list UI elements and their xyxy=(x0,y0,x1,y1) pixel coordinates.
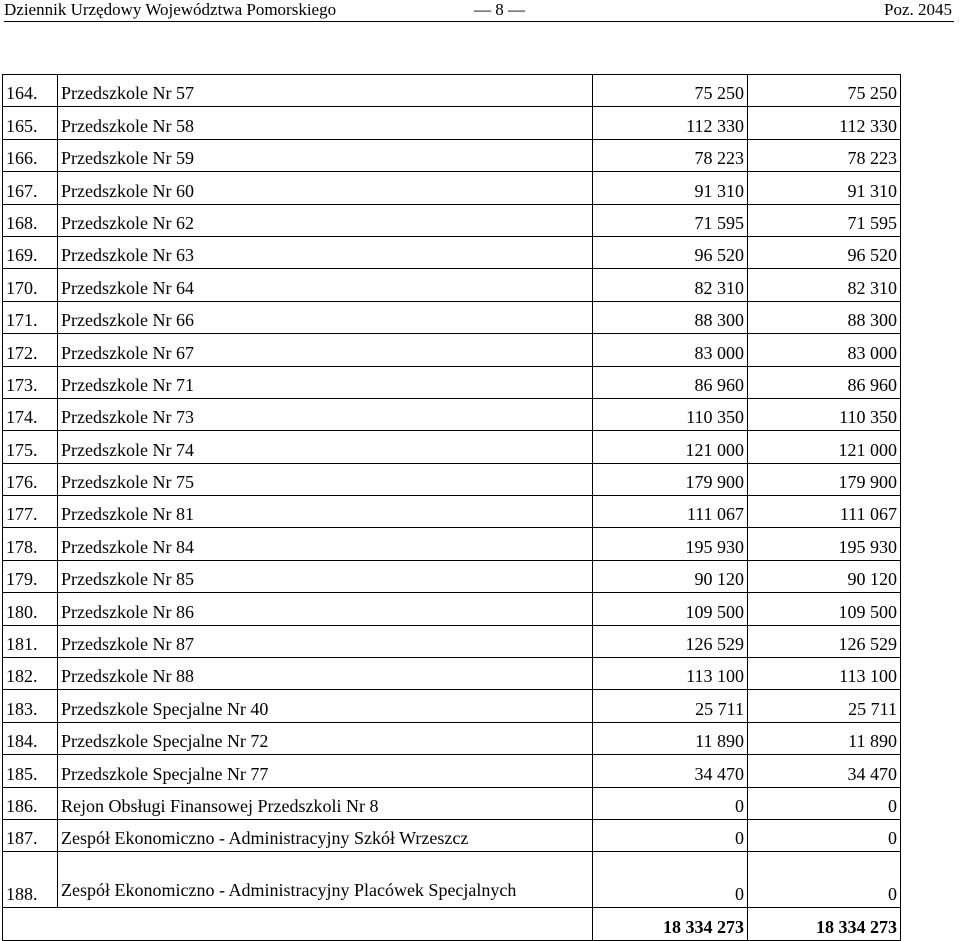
header-rule xyxy=(4,21,954,22)
amount-after-change: 110 350 xyxy=(748,398,901,430)
amount-plan: 11 890 xyxy=(593,722,748,754)
amount-plan: 111 067 xyxy=(593,496,748,528)
unit-name: Rejon Obsługi Finansowej Przedszkoli Nr 8 xyxy=(58,787,593,819)
amount-plan: 195 930 xyxy=(593,528,748,560)
unit-name: Przedszkole Nr 62 xyxy=(58,204,593,236)
row-number: 178. xyxy=(3,528,58,560)
row-number: 181. xyxy=(3,625,58,657)
unit-name: Przedszkole Nr 58 xyxy=(58,107,593,139)
table-row xyxy=(3,75,901,107)
unit-name: Przedszkole Nr 74 xyxy=(58,431,593,463)
amount-plan: 0 xyxy=(593,787,748,819)
amount-plan: 113 100 xyxy=(593,658,748,690)
row-number: 179. xyxy=(3,560,58,592)
amount-plan: 25 711 xyxy=(593,690,748,722)
row-number: 184. xyxy=(3,722,58,754)
amount-after-change: 71 595 xyxy=(748,204,901,236)
unit-name: Przedszkole Nr 86 xyxy=(58,593,593,625)
amount-plan: 86 960 xyxy=(593,366,748,398)
unit-name: Przedszkole Specjalne Nr 72 xyxy=(58,722,593,754)
amount-after-change: 96 520 xyxy=(748,236,901,268)
amount-after-change: 0 xyxy=(748,852,901,908)
table-row xyxy=(3,301,901,333)
budget-table xyxy=(2,74,901,941)
row-number: 186. xyxy=(3,787,58,819)
row-number: 171. xyxy=(3,301,58,333)
table-row xyxy=(3,755,901,787)
amount-after-change: 112 330 xyxy=(748,107,901,139)
row-number: 166. xyxy=(3,139,58,171)
row-number: 168. xyxy=(3,204,58,236)
table-row xyxy=(3,107,901,139)
row-number: 182. xyxy=(3,658,58,690)
amount-plan: 90 120 xyxy=(593,560,748,592)
unit-name: Przedszkole Specjalne Nr 77 xyxy=(58,755,593,787)
unit-name: Zespół Ekonomiczno - Administracyjny Szkół Wrzeszcz xyxy=(58,819,593,851)
amount-plan: 75 250 xyxy=(593,75,748,107)
amount-after-change: 91 310 xyxy=(748,172,901,204)
amount-after-change: 83 000 xyxy=(748,334,901,366)
amount-plan: 83 000 xyxy=(593,334,748,366)
row-number: 173. xyxy=(3,366,58,398)
amount-plan: 71 595 xyxy=(593,204,748,236)
total-row xyxy=(3,908,901,940)
unit-name: Przedszkole Nr 75 xyxy=(58,463,593,495)
amount-plan: 110 350 xyxy=(593,398,748,430)
row-number: 167. xyxy=(3,172,58,204)
table-row xyxy=(3,463,901,495)
row-number: 175. xyxy=(3,431,58,463)
row-number: 185. xyxy=(3,755,58,787)
row-number: 172. xyxy=(3,334,58,366)
table-row xyxy=(3,690,901,722)
row-number: 170. xyxy=(3,269,58,301)
total-label-empty xyxy=(3,908,593,940)
row-number: 180. xyxy=(3,593,58,625)
row-number: 188. xyxy=(3,852,58,908)
amount-plan: 34 470 xyxy=(593,755,748,787)
amount-after-change: 25 711 xyxy=(748,690,901,722)
amount-after-change: 90 120 xyxy=(748,560,901,592)
table-row xyxy=(3,528,901,560)
row-number: 183. xyxy=(3,690,58,722)
budget-table-body xyxy=(3,75,901,941)
unit-name: Przedszkole Nr 88 xyxy=(58,658,593,690)
unit-name: Przedszkole Nr 60 xyxy=(58,172,593,204)
table-row xyxy=(3,366,901,398)
amount-plan: 0 xyxy=(593,852,748,908)
page-number: — 8 — xyxy=(474,0,525,19)
amount-plan: 179 900 xyxy=(593,463,748,495)
amount-plan: 88 300 xyxy=(593,301,748,333)
amount-plan: 0 xyxy=(593,819,748,851)
table-row xyxy=(3,852,901,908)
amount-after-change: 34 470 xyxy=(748,755,901,787)
row-number: 177. xyxy=(3,496,58,528)
table-row xyxy=(3,560,901,592)
table-row xyxy=(3,269,901,301)
table-row xyxy=(3,496,901,528)
amount-after-change: 88 300 xyxy=(748,301,901,333)
amount-plan: 126 529 xyxy=(593,625,748,657)
amount-after-change: 109 500 xyxy=(748,593,901,625)
amount-plan: 82 310 xyxy=(593,269,748,301)
table-row xyxy=(3,172,901,204)
amount-plan: 91 310 xyxy=(593,172,748,204)
row-number: 174. xyxy=(3,398,58,430)
table-row xyxy=(3,787,901,819)
amount-plan: 121 000 xyxy=(593,431,748,463)
amount-after-change: 111 067 xyxy=(748,496,901,528)
unit-name: Zespół Ekonomiczno - Administracyjny Placówek Specjalnych xyxy=(58,852,593,908)
table-row xyxy=(3,398,901,430)
amount-plan: 112 330 xyxy=(593,107,748,139)
unit-name: Przedszkole Specjalne Nr 40 xyxy=(58,690,593,722)
unit-name: Przedszkole Nr 64 xyxy=(58,269,593,301)
unit-name: Przedszkole Nr 63 xyxy=(58,236,593,268)
amount-after-change: 75 250 xyxy=(748,75,901,107)
total-amount-plan: 18 334 273 xyxy=(593,908,748,940)
table-row xyxy=(3,819,901,851)
unit-name: Przedszkole Nr 81 xyxy=(58,496,593,528)
table-row xyxy=(3,722,901,754)
amount-after-change: 86 960 xyxy=(748,366,901,398)
amount-after-change: 195 930 xyxy=(748,528,901,560)
table-row xyxy=(3,625,901,657)
amount-after-change: 0 xyxy=(748,787,901,819)
table-row xyxy=(3,204,901,236)
amount-after-change: 0 xyxy=(748,819,901,851)
row-number: 164. xyxy=(3,75,58,107)
unit-name: Przedszkole Nr 59 xyxy=(58,139,593,171)
table-row xyxy=(3,658,901,690)
amount-after-change: 113 100 xyxy=(748,658,901,690)
publication-title: Dziennik Urzędowy Województwa Pomorskiego xyxy=(4,0,337,19)
table-row xyxy=(3,431,901,463)
table-row xyxy=(3,593,901,625)
amount-after-change: 11 890 xyxy=(748,722,901,754)
unit-name: Przedszkole Nr 67 xyxy=(58,334,593,366)
total-amount-after-change: 18 334 273 xyxy=(748,908,901,940)
unit-name: Przedszkole Nr 73 xyxy=(58,398,593,430)
row-number: 187. xyxy=(3,819,58,851)
unit-name: Przedszkole Nr 66 xyxy=(58,301,593,333)
table-row xyxy=(3,236,901,268)
table-row xyxy=(3,139,901,171)
amount-after-change: 179 900 xyxy=(748,463,901,495)
amount-plan: 109 500 xyxy=(593,593,748,625)
page-header xyxy=(4,0,954,22)
unit-name: Przedszkole Nr 87 xyxy=(58,625,593,657)
position-number: Poz. 2045 xyxy=(884,0,952,19)
unit-name: Przedszkole Nr 84 xyxy=(58,528,593,560)
table-row xyxy=(3,334,901,366)
amount-after-change: 82 310 xyxy=(748,269,901,301)
unit-name: Przedszkole Nr 71 xyxy=(58,366,593,398)
row-number: 165. xyxy=(3,107,58,139)
row-number: 176. xyxy=(3,463,58,495)
amount-plan: 78 223 xyxy=(593,139,748,171)
unit-name: Przedszkole Nr 85 xyxy=(58,560,593,592)
amount-after-change: 121 000 xyxy=(748,431,901,463)
amount-after-change: 126 529 xyxy=(748,625,901,657)
amount-plan: 96 520 xyxy=(593,236,748,268)
amount-after-change: 78 223 xyxy=(748,139,901,171)
row-number: 169. xyxy=(3,236,58,268)
unit-name: Przedszkole Nr 57 xyxy=(58,75,593,107)
